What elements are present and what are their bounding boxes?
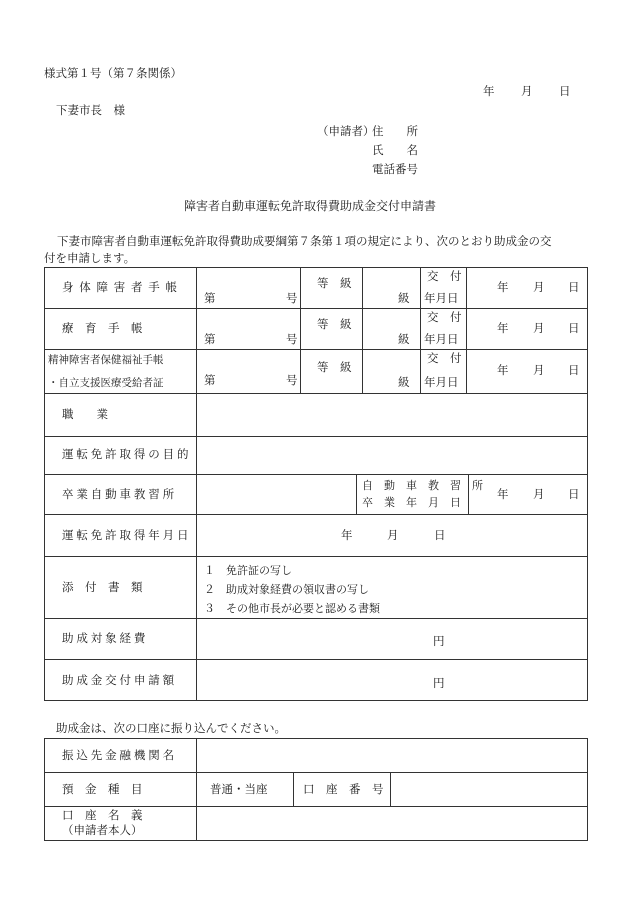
r1-year: 年 (497, 280, 509, 294)
addressee: 下妻市長 様 (56, 103, 125, 117)
label-bank-name: 振込先金融機関名 (62, 748, 177, 762)
applicant-phone-label: 電話番号 (372, 162, 418, 176)
r2-kyu: 級 (398, 332, 410, 346)
r1-tokyu: 等 級 (317, 276, 352, 290)
r2-kofu: 交 付 (427, 310, 462, 324)
label-medical-certificate: ・自立支援医療受給者証 (48, 377, 164, 389)
label-physical-disability-notebook: 身体障害者手帳 (62, 280, 183, 294)
account-type-option[interactable]: 普通・当座 (210, 782, 268, 796)
form-title: 障害者自動車運転免許取得費助成金交付申請書 (184, 199, 437, 213)
label-license-purpose: 運転免許取得の目的 (62, 447, 192, 461)
school-month: 月 (533, 487, 545, 501)
intro-text-line2: 付を申請します。 (44, 251, 136, 265)
attachment-item-2: ２ 助成対象経費の領収書の写し (204, 583, 369, 596)
intro-text-line1: 下妻市障害者自動車運転免許取得費助成要綱第７条第１項の規定により、次のとおり助成金の交 (57, 234, 552, 248)
label-applicant-self: （申請者本人） (62, 823, 143, 837)
r3-year: 年 (497, 363, 509, 377)
date-month-label: 月 (521, 84, 533, 98)
r3-tokyu: 等 級 (317, 360, 352, 374)
r3-month: 月 (533, 363, 545, 377)
r3-kyu: 級 (398, 375, 410, 389)
r2-day: 日 (568, 321, 580, 335)
label-school-grad-1: 自 動 車 教 習 所 (362, 479, 483, 492)
r1-kyu: 級 (398, 291, 410, 305)
r2-tokyu: 等 級 (317, 317, 352, 331)
attachment-item-3: ３ その他市長が必要と認める書類 (204, 602, 380, 615)
label-rehabilitation-notebook: 療 育 手 帳 (62, 321, 143, 335)
applicant-label: （申請者） (317, 124, 375, 138)
r2-go: 号 (286, 332, 298, 346)
r1-nengappi: 年月日 (424, 291, 459, 305)
r1-kofu: 交 付 (427, 269, 462, 283)
r3-kofu: 交 付 (427, 351, 462, 365)
applicant-address-label: 住 所 (372, 124, 418, 138)
label-school-grad-2: 卒 業 年 月 日 (362, 496, 461, 509)
license-month: 月 (387, 528, 399, 542)
date-year-label: 年 (483, 84, 495, 98)
label-license-date: 運転免許取得年月日 (62, 528, 192, 542)
r1-day: 日 (568, 280, 580, 294)
bank-note: 助成金は、次の口座に振り込んでください。 (56, 721, 286, 735)
label-eligible-cost: 助成対象経費 (62, 631, 149, 645)
school-year: 年 (497, 487, 509, 501)
r3-nengappi: 年月日 (424, 375, 459, 389)
form-number: 様式第１号（第７条関係） (44, 66, 182, 80)
amount-yen: 円 (433, 676, 445, 690)
label-attachments: 添 付 書 類 (62, 580, 143, 594)
r1-month: 月 (533, 280, 545, 294)
label-mental-disability-notebook: 精神障害者保健福祉手帳 (48, 354, 164, 366)
license-day: 日 (434, 528, 446, 542)
r3-dai: 第 (204, 373, 216, 387)
account-number-field[interactable] (392, 774, 586, 805)
label-account-number: 口 座 番 号 (303, 782, 384, 796)
applicant-name-label: 氏 名 (372, 143, 418, 157)
r2-nengappi: 年月日 (424, 332, 459, 346)
attachment-item-1: １ 免許証の写し (204, 564, 292, 577)
r2-dai: 第 (204, 332, 216, 346)
r1-go: 号 (286, 291, 298, 305)
label-account-holder: 口 座 名 義 (62, 808, 143, 822)
r3-go: 号 (286, 373, 298, 387)
account-holder-field[interactable] (198, 808, 586, 839)
label-application-amount: 助成金交付申請額 (62, 673, 177, 687)
cost-yen: 円 (433, 634, 445, 648)
r2-year: 年 (497, 321, 509, 335)
label-account-type: 預 金 種 目 (62, 782, 143, 796)
bank-name-field[interactable] (198, 740, 586, 771)
r3-day: 日 (568, 363, 580, 377)
date-day-label: 日 (559, 84, 571, 98)
school-day: 日 (568, 487, 580, 501)
r1-dai: 第 (204, 291, 216, 305)
license-year: 年 (341, 528, 353, 542)
label-occupation: 職 業 (62, 407, 108, 421)
label-driving-school: 卒業自動車教習所 (62, 487, 177, 501)
r2-month: 月 (533, 321, 545, 335)
